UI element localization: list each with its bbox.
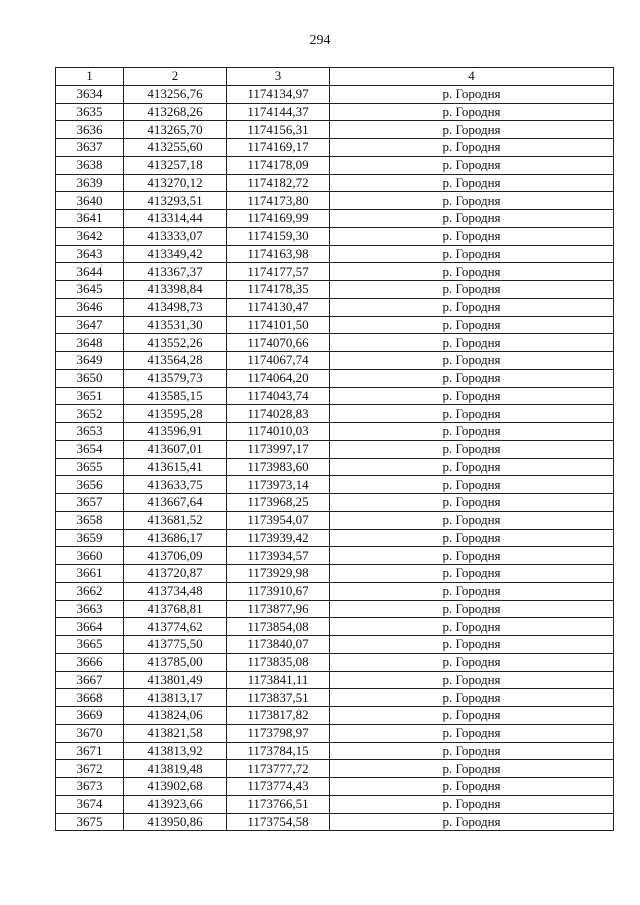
point-number-cell: 3643 — [56, 245, 124, 263]
x-coordinate-cell: 413265,70 — [124, 121, 227, 139]
x-coordinate-cell: 413268,26 — [124, 103, 227, 121]
description-cell: р. Городня — [330, 529, 614, 547]
x-coordinate-cell: 413293,51 — [124, 192, 227, 210]
description-cell: р. Городня — [330, 334, 614, 352]
y-coordinate-cell: 1173854,08 — [227, 618, 330, 636]
x-coordinate-cell: 413774,62 — [124, 618, 227, 636]
y-coordinate-cell: 1174177,57 — [227, 263, 330, 281]
point-number-cell: 3636 — [56, 121, 124, 139]
description-cell: р. Городня — [330, 653, 614, 671]
table-header-row — [56, 68, 614, 86]
table-row — [56, 263, 614, 281]
y-coordinate-cell: 1174173,80 — [227, 192, 330, 210]
x-coordinate-cell: 413552,26 — [124, 334, 227, 352]
y-coordinate-cell: 1174182,72 — [227, 174, 330, 192]
point-number-cell: 3647 — [56, 316, 124, 334]
table-body — [56, 85, 614, 831]
table-row — [56, 85, 614, 103]
y-coordinate-cell: 1173939,42 — [227, 529, 330, 547]
description-cell: р. Городня — [330, 174, 614, 192]
point-number-cell: 3673 — [56, 778, 124, 796]
y-coordinate-cell: 1173983,60 — [227, 458, 330, 476]
y-coordinate-cell: 1174144,37 — [227, 103, 330, 121]
y-coordinate-cell: 1173798,97 — [227, 724, 330, 742]
point-number-cell: 3638 — [56, 156, 124, 174]
point-number-cell: 3641 — [56, 210, 124, 228]
table-row — [56, 476, 614, 494]
column-header-2: 2 — [124, 68, 227, 86]
x-coordinate-cell: 413824,06 — [124, 707, 227, 725]
point-number-cell: 3645 — [56, 281, 124, 299]
point-number-cell: 3652 — [56, 405, 124, 423]
point-number-cell: 3639 — [56, 174, 124, 192]
point-number-cell: 3634 — [56, 85, 124, 103]
description-cell: р. Городня — [330, 85, 614, 103]
y-coordinate-cell: 1173968,25 — [227, 494, 330, 512]
column-header-3: 3 — [227, 68, 330, 86]
point-number-cell: 3640 — [56, 192, 124, 210]
x-coordinate-cell: 413775,50 — [124, 636, 227, 654]
point-number-cell: 3649 — [56, 352, 124, 370]
y-coordinate-cell: 1173973,14 — [227, 476, 330, 494]
y-coordinate-cell: 1173754,58 — [227, 813, 330, 831]
point-number-cell: 3646 — [56, 298, 124, 316]
y-coordinate-cell: 1173929,98 — [227, 565, 330, 583]
description-cell: р. Городня — [330, 458, 614, 476]
description-cell: р. Городня — [330, 636, 614, 654]
x-coordinate-cell: 413607,01 — [124, 440, 227, 458]
y-coordinate-cell: 1174130,47 — [227, 298, 330, 316]
x-coordinate-cell: 413270,12 — [124, 174, 227, 192]
table-row — [56, 529, 614, 547]
point-number-cell: 3654 — [56, 440, 124, 458]
table-row — [56, 156, 614, 174]
point-number-cell: 3664 — [56, 618, 124, 636]
table-row — [56, 618, 614, 636]
description-cell: р. Городня — [330, 742, 614, 760]
x-coordinate-cell: 413813,17 — [124, 689, 227, 707]
description-cell: р. Городня — [330, 778, 614, 796]
table-row — [56, 316, 614, 334]
table-row — [56, 210, 614, 228]
column-header-4: 4 — [330, 68, 614, 86]
table-row — [56, 458, 614, 476]
x-coordinate-cell: 413596,91 — [124, 423, 227, 441]
table-row — [56, 352, 614, 370]
description-cell: р. Городня — [330, 139, 614, 157]
table-row — [56, 653, 614, 671]
description-cell: р. Городня — [330, 192, 614, 210]
description-cell: р. Городня — [330, 689, 614, 707]
y-coordinate-cell: 1174159,30 — [227, 227, 330, 245]
description-cell: р. Городня — [330, 600, 614, 618]
y-coordinate-cell: 1174134,97 — [227, 85, 330, 103]
x-coordinate-cell: 413531,30 — [124, 316, 227, 334]
description-cell: р. Городня — [330, 263, 614, 281]
table-row — [56, 671, 614, 689]
description-cell: р. Городня — [330, 476, 614, 494]
description-cell: р. Городня — [330, 210, 614, 228]
y-coordinate-cell: 1174169,17 — [227, 139, 330, 157]
table-row — [56, 760, 614, 778]
y-coordinate-cell: 1173934,57 — [227, 547, 330, 565]
x-coordinate-cell: 413615,41 — [124, 458, 227, 476]
description-cell: р. Городня — [330, 103, 614, 121]
point-number-cell: 3655 — [56, 458, 124, 476]
point-number-cell: 3666 — [56, 653, 124, 671]
description-cell: р. Городня — [330, 707, 614, 725]
table-row — [56, 103, 614, 121]
point-number-cell: 3670 — [56, 724, 124, 742]
point-number-cell: 3653 — [56, 423, 124, 441]
y-coordinate-cell: 1173954,07 — [227, 511, 330, 529]
description-cell: р. Городня — [330, 245, 614, 263]
x-coordinate-cell: 413398,84 — [124, 281, 227, 299]
description-cell: р. Городня — [330, 494, 614, 512]
table-row — [56, 405, 614, 423]
y-coordinate-cell: 1174043,74 — [227, 387, 330, 405]
table-row — [56, 689, 614, 707]
description-cell: р. Городня — [330, 511, 614, 529]
point-number-cell: 3637 — [56, 139, 124, 157]
description-cell: р. Городня — [330, 795, 614, 813]
y-coordinate-cell: 1173784,15 — [227, 742, 330, 760]
point-number-cell: 3658 — [56, 511, 124, 529]
y-coordinate-cell: 1173877,96 — [227, 600, 330, 618]
x-coordinate-cell: 413498,73 — [124, 298, 227, 316]
table-row — [56, 423, 614, 441]
table-row — [56, 298, 614, 316]
point-number-cell: 3669 — [56, 707, 124, 725]
description-cell: р. Городня — [330, 156, 614, 174]
y-coordinate-cell: 1174010,03 — [227, 423, 330, 441]
x-coordinate-cell: 413314,44 — [124, 210, 227, 228]
point-number-cell: 3635 — [56, 103, 124, 121]
description-cell: р. Городня — [330, 298, 614, 316]
description-cell: р. Городня — [330, 760, 614, 778]
description-cell: р. Городня — [330, 423, 614, 441]
y-coordinate-cell: 1174163,98 — [227, 245, 330, 263]
description-cell: р. Городня — [330, 582, 614, 600]
coordinates-table — [55, 67, 614, 831]
y-coordinate-cell: 1173835,08 — [227, 653, 330, 671]
description-cell: р. Городня — [330, 813, 614, 831]
x-coordinate-cell: 413579,73 — [124, 369, 227, 387]
point-number-cell: 3672 — [56, 760, 124, 778]
table-row — [56, 281, 614, 299]
x-coordinate-cell: 413255,60 — [124, 139, 227, 157]
point-number-cell: 3668 — [56, 689, 124, 707]
y-coordinate-cell: 1174178,09 — [227, 156, 330, 174]
x-coordinate-cell: 413585,15 — [124, 387, 227, 405]
x-coordinate-cell: 413633,75 — [124, 476, 227, 494]
x-coordinate-cell: 413564,28 — [124, 352, 227, 370]
table-row — [56, 227, 614, 245]
point-number-cell: 3662 — [56, 582, 124, 600]
y-coordinate-cell: 1174070,66 — [227, 334, 330, 352]
point-number-cell: 3661 — [56, 565, 124, 583]
x-coordinate-cell: 413801,49 — [124, 671, 227, 689]
y-coordinate-cell: 1174178,35 — [227, 281, 330, 299]
point-number-cell: 3675 — [56, 813, 124, 831]
description-cell: р. Городня — [330, 724, 614, 742]
y-coordinate-cell: 1174101,50 — [227, 316, 330, 334]
y-coordinate-cell: 1173910,67 — [227, 582, 330, 600]
table-row — [56, 565, 614, 583]
description-cell: р. Городня — [330, 671, 614, 689]
x-coordinate-cell: 413923,66 — [124, 795, 227, 813]
x-coordinate-cell: 413813,92 — [124, 742, 227, 760]
x-coordinate-cell: 413256,76 — [124, 85, 227, 103]
table-row — [56, 813, 614, 831]
table-row — [56, 334, 614, 352]
x-coordinate-cell: 413720,87 — [124, 565, 227, 583]
description-cell: р. Городня — [330, 547, 614, 565]
table-row — [56, 192, 614, 210]
table-row — [56, 724, 614, 742]
table-row — [56, 139, 614, 157]
x-coordinate-cell: 413768,81 — [124, 600, 227, 618]
y-coordinate-cell: 1173777,72 — [227, 760, 330, 778]
description-cell: р. Городня — [330, 121, 614, 139]
table-row — [56, 245, 614, 263]
description-cell: р. Городня — [330, 281, 614, 299]
x-coordinate-cell: 413667,64 — [124, 494, 227, 512]
y-coordinate-cell: 1174169,99 — [227, 210, 330, 228]
page-number: 294 — [309, 33, 331, 48]
point-number-cell: 3650 — [56, 369, 124, 387]
y-coordinate-cell: 1174064,20 — [227, 369, 330, 387]
x-coordinate-cell: 413349,42 — [124, 245, 227, 263]
table-row — [56, 494, 614, 512]
y-coordinate-cell: 1173766,51 — [227, 795, 330, 813]
description-cell: р. Городня — [330, 352, 614, 370]
point-number-cell: 3674 — [56, 795, 124, 813]
point-number-cell: 3667 — [56, 671, 124, 689]
description-cell: р. Городня — [330, 227, 614, 245]
table-row — [56, 636, 614, 654]
table-row — [56, 795, 614, 813]
table-row — [56, 582, 614, 600]
y-coordinate-cell: 1173837,51 — [227, 689, 330, 707]
table-row — [56, 547, 614, 565]
y-coordinate-cell: 1173817,82 — [227, 707, 330, 725]
point-number-cell: 3671 — [56, 742, 124, 760]
x-coordinate-cell: 413819,48 — [124, 760, 227, 778]
x-coordinate-cell: 413367,37 — [124, 263, 227, 281]
description-cell: р. Городня — [330, 440, 614, 458]
table-row — [56, 174, 614, 192]
point-number-cell: 3657 — [56, 494, 124, 512]
point-number-cell: 3642 — [56, 227, 124, 245]
y-coordinate-cell: 1174028,83 — [227, 405, 330, 423]
description-cell: р. Городня — [330, 316, 614, 334]
x-coordinate-cell: 413821,58 — [124, 724, 227, 742]
y-coordinate-cell: 1173840,07 — [227, 636, 330, 654]
table-row — [56, 440, 614, 458]
description-cell: р. Городня — [330, 369, 614, 387]
column-header-1: 1 — [56, 68, 124, 86]
table-row — [56, 121, 614, 139]
table-row — [56, 707, 614, 725]
y-coordinate-cell: 1173997,17 — [227, 440, 330, 458]
y-coordinate-cell: 1174067,74 — [227, 352, 330, 370]
point-number-cell: 3663 — [56, 600, 124, 618]
x-coordinate-cell: 413686,17 — [124, 529, 227, 547]
x-coordinate-cell: 413681,52 — [124, 511, 227, 529]
x-coordinate-cell: 413257,18 — [124, 156, 227, 174]
description-cell: р. Городня — [330, 405, 614, 423]
point-number-cell: 3656 — [56, 476, 124, 494]
point-number-cell: 3644 — [56, 263, 124, 281]
y-coordinate-cell: 1173774,43 — [227, 778, 330, 796]
point-number-cell: 3665 — [56, 636, 124, 654]
x-coordinate-cell: 413333,07 — [124, 227, 227, 245]
point-number-cell: 3651 — [56, 387, 124, 405]
table-row — [56, 369, 614, 387]
point-number-cell: 3648 — [56, 334, 124, 352]
description-cell: р. Городня — [330, 565, 614, 583]
x-coordinate-cell: 413595,28 — [124, 405, 227, 423]
x-coordinate-cell: 413734,48 — [124, 582, 227, 600]
point-number-cell: 3660 — [56, 547, 124, 565]
table-row — [56, 600, 614, 618]
point-number-cell: 3659 — [56, 529, 124, 547]
table-row — [56, 511, 614, 529]
y-coordinate-cell: 1173841,11 — [227, 671, 330, 689]
x-coordinate-cell: 413785,00 — [124, 653, 227, 671]
table-row — [56, 778, 614, 796]
table-row — [56, 742, 614, 760]
table-row — [56, 387, 614, 405]
description-cell: р. Городня — [330, 387, 614, 405]
y-coordinate-cell: 1174156,31 — [227, 121, 330, 139]
x-coordinate-cell: 413902,68 — [124, 778, 227, 796]
description-cell: р. Городня — [330, 618, 614, 636]
x-coordinate-cell: 413706,09 — [124, 547, 227, 565]
x-coordinate-cell: 413950,86 — [124, 813, 227, 831]
